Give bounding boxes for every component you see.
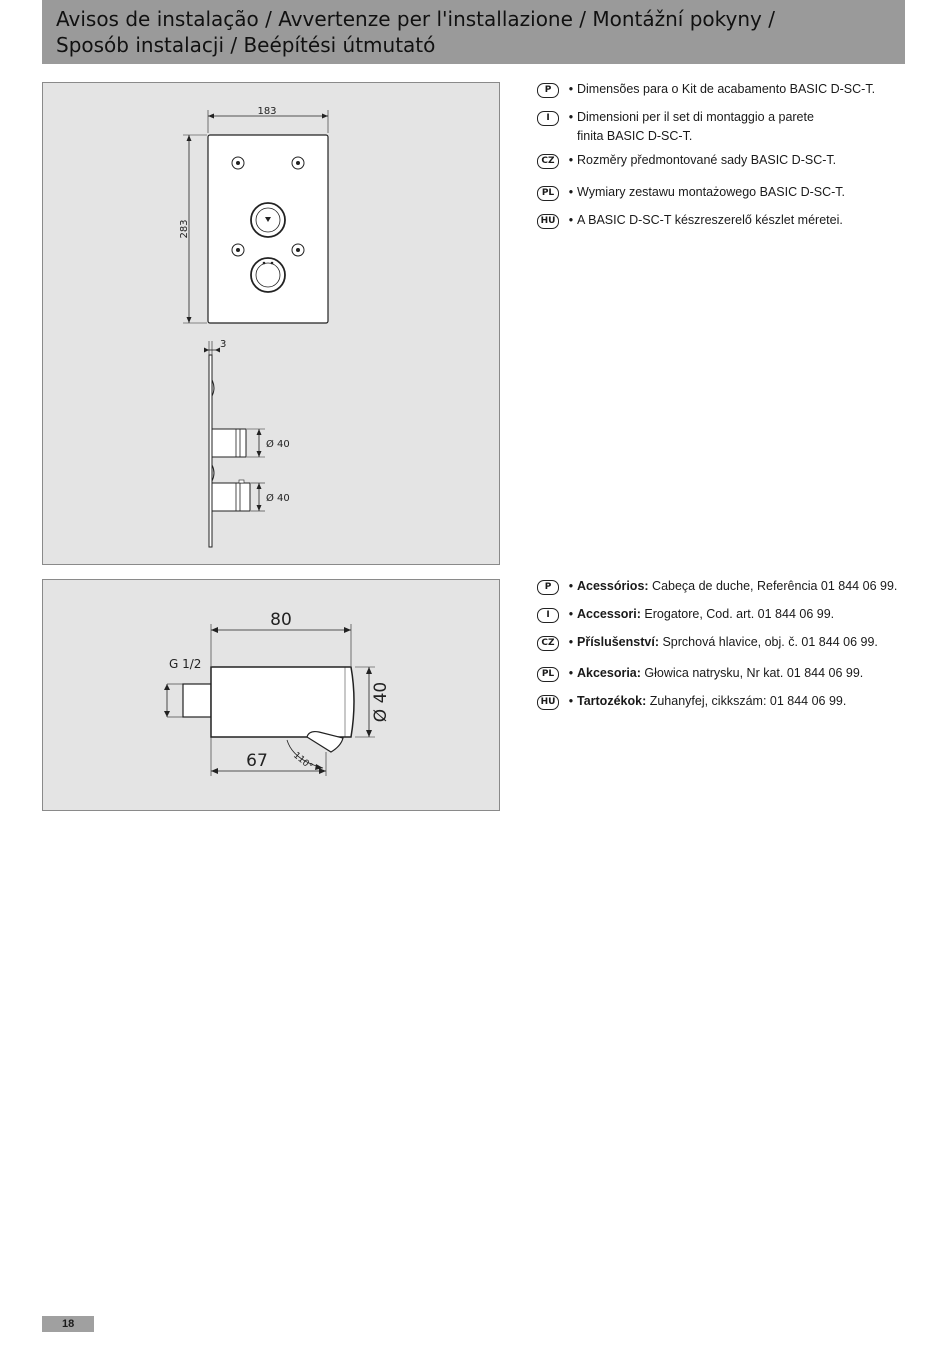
note-text bbox=[577, 692, 907, 711]
note-text bbox=[577, 633, 907, 652]
shower-head-drawing bbox=[43, 580, 501, 812]
note-p bbox=[537, 82, 907, 99]
depth-dimension-label: 3 bbox=[220, 339, 227, 350]
bullet: • bbox=[568, 607, 574, 621]
note-i bbox=[537, 607, 907, 624]
offset-dimension-label: 67 bbox=[246, 751, 268, 771]
page-header bbox=[42, 0, 905, 64]
upper-diameter-label: Ø 40 bbox=[266, 439, 290, 450]
note-text: Dimensões para o Kit de acabamento BASIC D-SC-T. bbox=[577, 82, 876, 96]
note-body: Cabeça de duche, Referência 01 844 06 99. bbox=[652, 579, 898, 593]
bullet: • bbox=[568, 153, 574, 167]
bullet: • bbox=[568, 213, 574, 227]
language-badge-p: P bbox=[537, 580, 559, 595]
note-cz bbox=[537, 635, 907, 652]
language-badge-hu: HU bbox=[537, 695, 559, 710]
length-dimension-label: 80 bbox=[270, 610, 292, 630]
language-badge-pl: PL bbox=[537, 667, 559, 682]
note-label: Accessori: bbox=[577, 607, 641, 621]
note-text bbox=[577, 664, 907, 683]
note-body: Erogatore, Cod. art. 01 844 06 99. bbox=[644, 607, 835, 621]
note-text: Dimensioni per il set di montaggio a parete finita BASIC D-SC-T. bbox=[577, 110, 814, 143]
note-text bbox=[577, 577, 907, 596]
height-dimension-label: 283 bbox=[179, 219, 190, 239]
language-badge-cz: CZ bbox=[537, 636, 559, 651]
language-badge-i: I bbox=[537, 111, 559, 126]
header-title-line-1: Avisos de instalação / Avvertenze per l'installazione / Montážní pokyny / bbox=[56, 7, 775, 31]
language-badge-p: P bbox=[537, 83, 559, 98]
trim-kit-drawing bbox=[43, 83, 501, 566]
language-badge-i: I bbox=[537, 608, 559, 623]
bullet: • bbox=[568, 694, 574, 708]
note-label: Příslušenství: bbox=[577, 635, 659, 649]
note-text: Rozměry předmontované sady BASIC D-SC-T. bbox=[577, 153, 837, 167]
bullet: • bbox=[568, 185, 574, 199]
bullet: • bbox=[568, 110, 574, 124]
lower-diameter-label: Ø 40 bbox=[266, 493, 290, 504]
note-text bbox=[577, 605, 907, 624]
page-number: 18 bbox=[42, 1316, 94, 1332]
thread-label: G 1/2 bbox=[169, 657, 202, 671]
note-body: Sprchová hlavice, obj. č. 01 844 06 99. bbox=[662, 635, 878, 649]
note-pl bbox=[537, 666, 907, 683]
note-pl bbox=[537, 185, 907, 202]
header-title-line-2: Sposób instalacji / Beépítési útmutató bbox=[56, 33, 436, 57]
note-label: Acessórios: bbox=[577, 579, 649, 593]
note-text: Wymiary zestawu montażowego BASIC D-SC-T. bbox=[577, 185, 846, 199]
bullet: • bbox=[568, 82, 574, 96]
language-badge-pl: PL bbox=[537, 186, 559, 201]
width-dimension-label: 183 bbox=[257, 106, 277, 117]
bullet: • bbox=[568, 635, 574, 649]
language-badge-cz: CZ bbox=[537, 154, 559, 169]
note-text: A BASIC D-SC-T készreszerelő készlet méretei. bbox=[577, 213, 843, 227]
note-i bbox=[537, 110, 907, 146]
note-body: Głowica natrysku, Nr kat. 01 844 06 99. bbox=[644, 666, 864, 680]
dimension-figure-panel bbox=[42, 82, 500, 565]
bullet: • bbox=[568, 579, 574, 593]
diameter-dimension-label: Ø 40 bbox=[371, 681, 391, 723]
note-hu bbox=[537, 213, 907, 230]
note-label: Tartozékok: bbox=[577, 694, 647, 708]
note-body: Zuhanyfej, cikkszám: 01 844 06 99. bbox=[649, 694, 847, 708]
note-cz bbox=[537, 153, 907, 170]
note-label: Akcesoria: bbox=[577, 666, 641, 680]
note-hu bbox=[537, 694, 907, 711]
bullet: • bbox=[568, 666, 574, 680]
note-p bbox=[537, 579, 907, 596]
angle-label: 110° bbox=[291, 750, 315, 773]
accessory-figure-panel bbox=[42, 579, 500, 811]
language-badge-hu: HU bbox=[537, 214, 559, 229]
